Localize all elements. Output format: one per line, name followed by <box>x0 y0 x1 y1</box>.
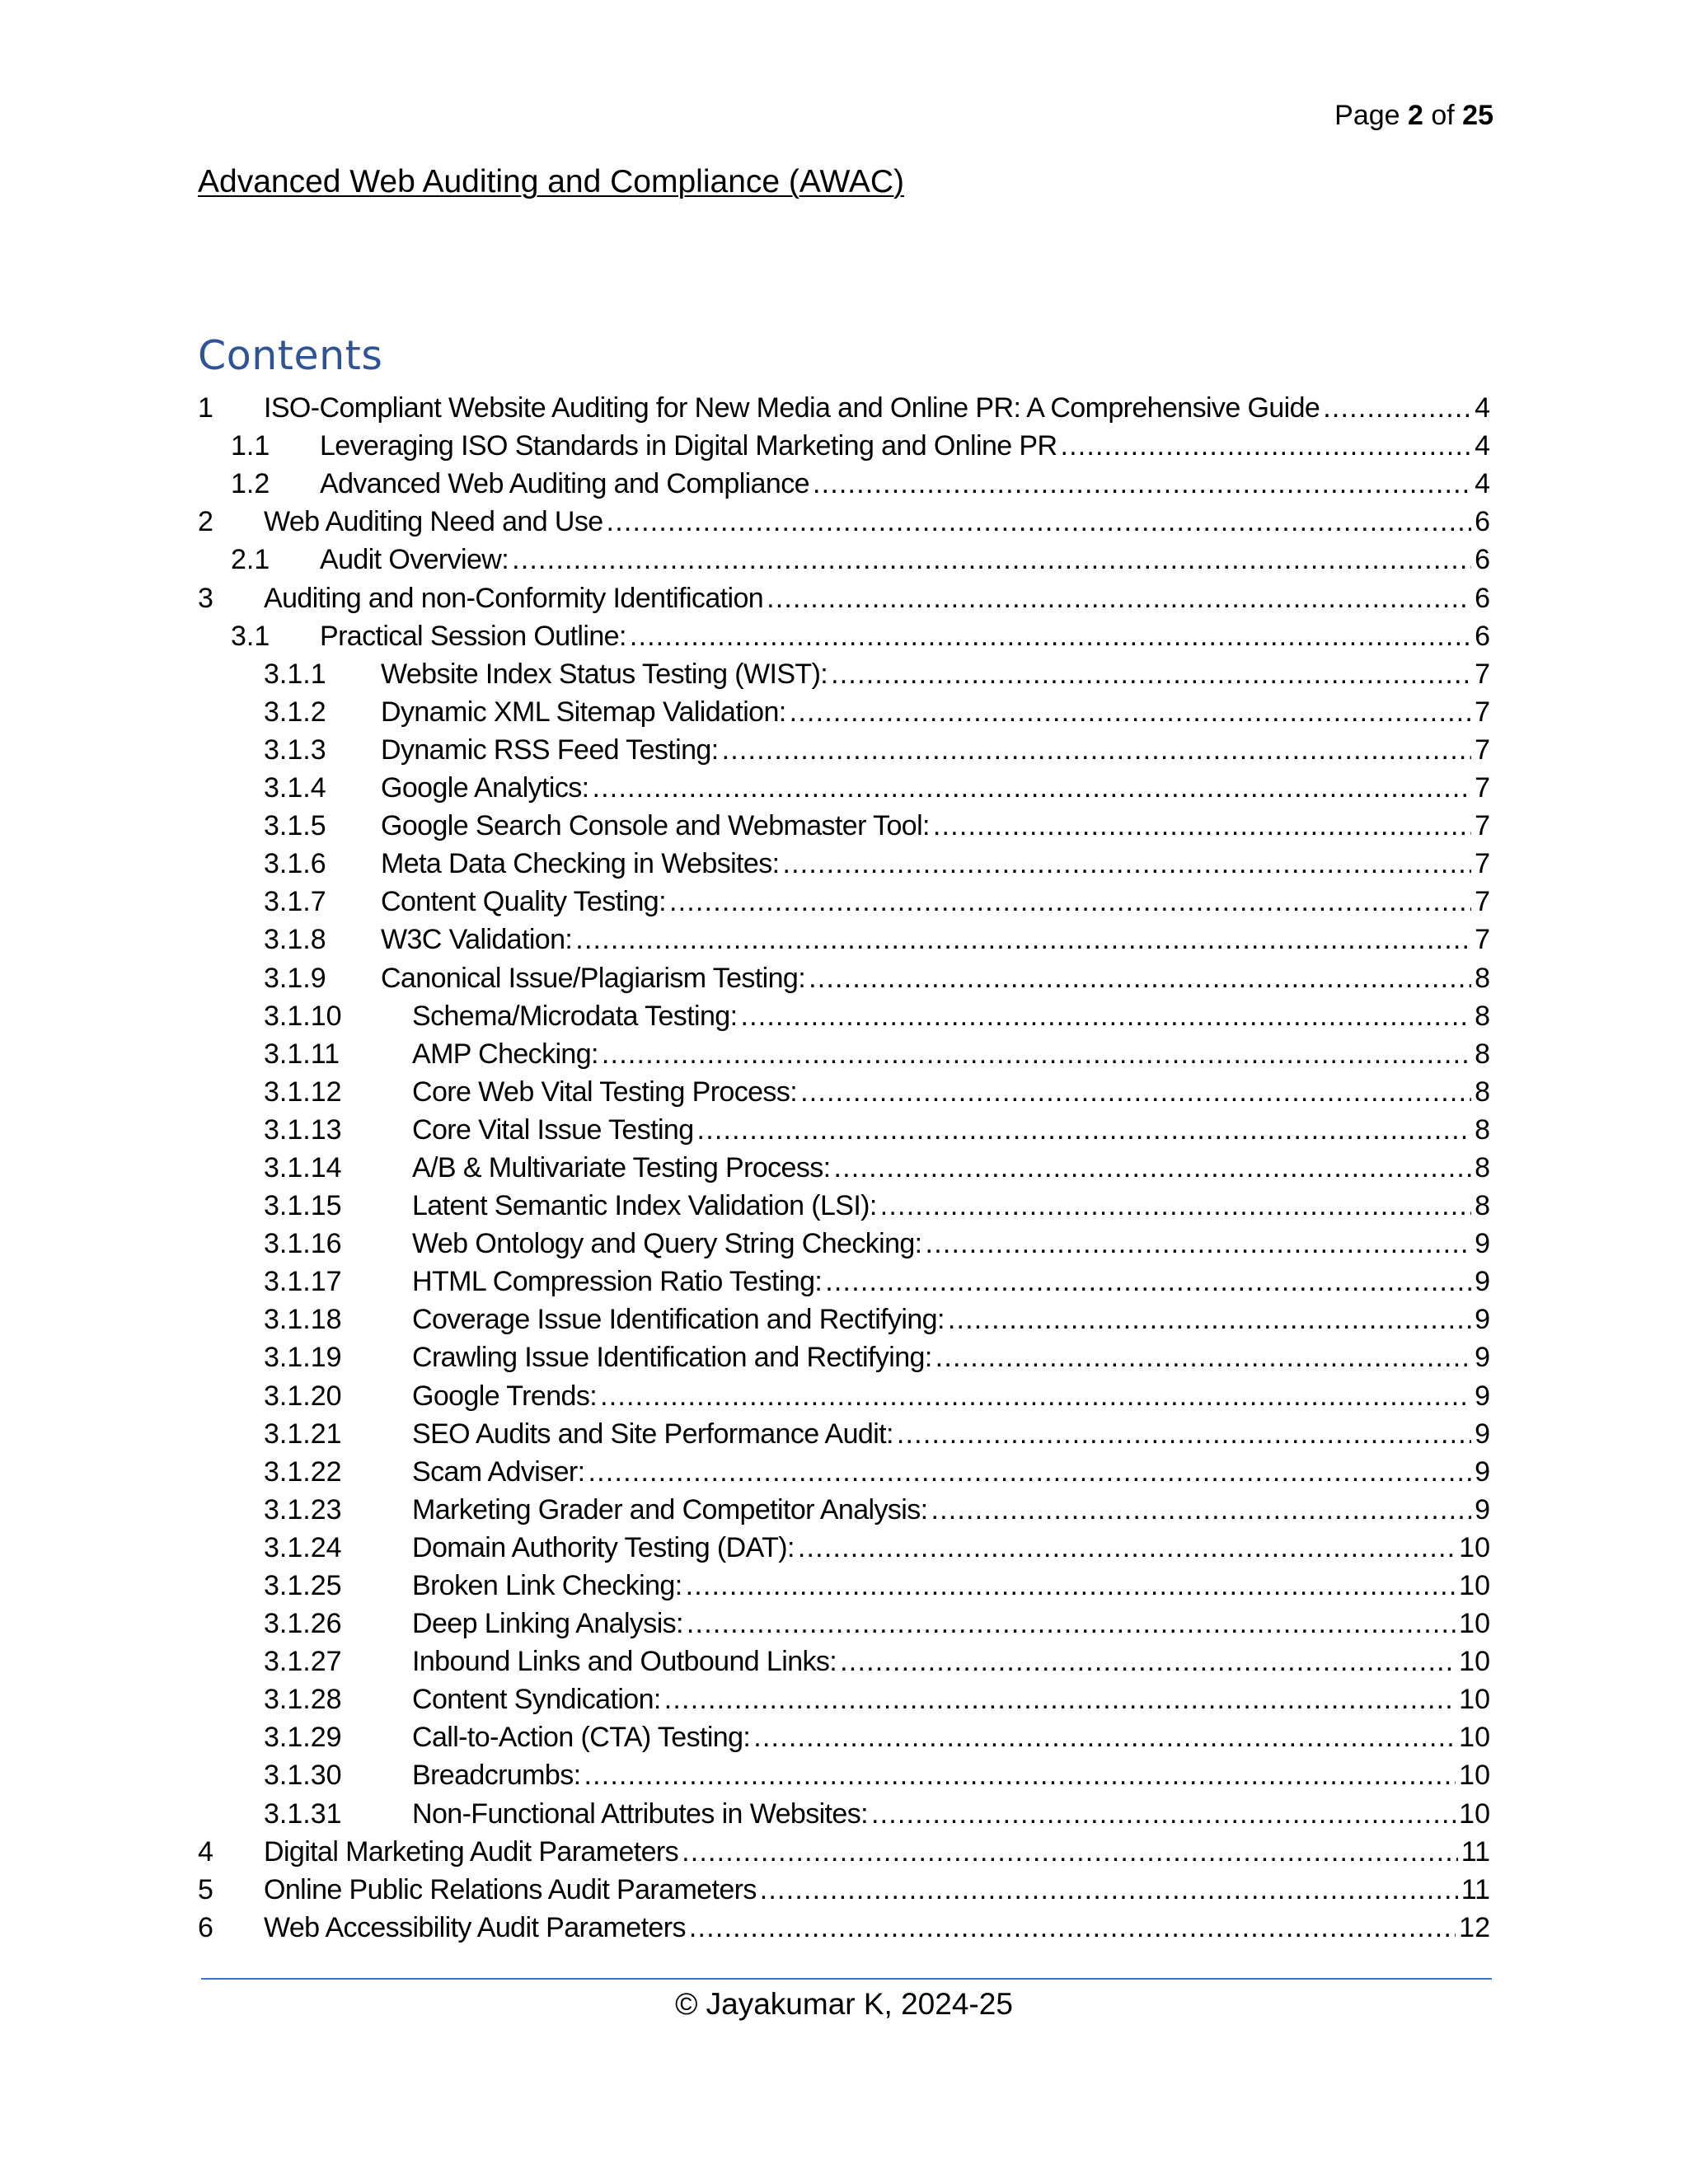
toc-entry-page: 4 <box>1475 468 1490 500</box>
toc-entry-number: 3.1.5 <box>264 810 326 842</box>
toc-entry-page: 6 <box>1475 582 1490 614</box>
toc-dot-leader <box>800 1075 1471 1109</box>
toc-entry-number: 3.1.8 <box>264 924 326 956</box>
toc-entry-number: 4 <box>198 1835 213 1868</box>
toc-entry[interactable] <box>198 616 1490 654</box>
toc-entry[interactable] <box>198 1717 1490 1755</box>
toc-entry-page: 6 <box>1475 506 1490 538</box>
toc-entry-title[interactable]: ISO-Compliant Website Auditing for New Media and Online PR: A Comprehensive Guide <box>264 392 1320 424</box>
toc-entry-number: 5 <box>198 1873 213 1905</box>
toc-entry-number: 3.1.28 <box>264 1684 342 1716</box>
toc-entry[interactable] <box>198 767 1490 805</box>
toc-entry-page: 8 <box>1475 1000 1490 1032</box>
toc-entry-page: 8 <box>1475 1038 1490 1070</box>
page-separator: of <box>1423 100 1463 131</box>
toc-entry[interactable] <box>198 1527 1490 1565</box>
toc-entry-title[interactable]: HTML Compression Ratio Testing: <box>412 1266 823 1298</box>
toc-entry[interactable] <box>198 1565 1490 1603</box>
toc-entry-page: 12 <box>1459 1911 1490 1943</box>
toc-entry-number: 3 <box>198 582 213 614</box>
toc-entry[interactable] <box>198 1337 1490 1375</box>
toc-entry[interactable] <box>198 919 1490 957</box>
toc-entry-title[interactable]: Google Analytics: <box>381 772 589 804</box>
toc-entry[interactable] <box>198 1413 1490 1451</box>
toc-entry-page: 7 <box>1475 733 1490 766</box>
page-current: 2 <box>1408 100 1423 131</box>
toc-entry[interactable] <box>198 1185 1490 1223</box>
contents-heading: Contents <box>198 332 383 379</box>
toc-entry-number: 6 <box>198 1911 213 1943</box>
toc-entry-page: 8 <box>1475 1151 1490 1183</box>
table-of-contents <box>198 387 1490 1945</box>
toc-entry-number: 2.1 <box>231 544 270 576</box>
toc-entry-title[interactable]: Inbound Links and Outbound Links: <box>412 1646 837 1678</box>
toc-entry-page: 7 <box>1475 658 1490 690</box>
toc-dot-leader <box>593 771 1472 805</box>
toc-entry-number: 3.1.19 <box>264 1342 342 1374</box>
toc-dot-leader <box>687 1606 1456 1641</box>
toc-entry-title[interactable]: Crawling Issue Identification and Rectifying: <box>412 1342 932 1374</box>
toc-entry-title[interactable]: Core Vital Issue Testing <box>412 1113 694 1146</box>
toc-entry-title[interactable]: Core Web Vital Testing Process: <box>412 1076 798 1108</box>
toc-entry-page: 4 <box>1475 392 1490 424</box>
toc-entry-title[interactable]: Web Ontology and Query String Checking: <box>412 1228 922 1260</box>
toc-entry-title[interactable]: Web Auditing Need and Use <box>264 506 603 538</box>
toc-entry[interactable] <box>198 1147 1490 1185</box>
toc-entry-title[interactable]: Google Trends: <box>412 1380 598 1412</box>
toc-entry-number: 3.1.15 <box>264 1190 342 1222</box>
toc-entry[interactable] <box>198 1109 1490 1147</box>
toc-entry-number: 3.1.18 <box>264 1304 342 1336</box>
toc-dot-leader <box>602 1037 1471 1071</box>
toc-entry[interactable] <box>198 1641 1490 1679</box>
toc-entry-title[interactable]: Coverage Issue Identification and Rectifying: <box>412 1304 945 1336</box>
toc-entry[interactable] <box>198 501 1490 539</box>
toc-dot-leader <box>722 733 1472 767</box>
toc-entry-number: 3.1.14 <box>264 1151 342 1183</box>
toc-entry-number: 3.1.10 <box>264 1000 342 1032</box>
toc-entry-page: 9 <box>1475 1228 1490 1260</box>
toc-dot-leader <box>840 1644 1456 1679</box>
toc-entry-number: 3.1 <box>231 620 270 652</box>
toc-entry-title[interactable]: Dynamic RSS Feed Testing: <box>381 733 719 766</box>
toc-dot-leader <box>682 1835 1458 1869</box>
toc-entry-number: 3.1.12 <box>264 1076 342 1108</box>
toc-dot-leader <box>790 695 1471 729</box>
toc-entry[interactable] <box>198 1907 1490 1945</box>
toc-dot-leader <box>1323 391 1471 425</box>
toc-entry-number: 3.1.30 <box>264 1760 342 1792</box>
toc-entry-number: 3.1.11 <box>264 1038 340 1070</box>
toc-dot-leader <box>575 922 1471 957</box>
page-prefix: Page <box>1334 100 1408 131</box>
toc-entry[interactable] <box>198 729 1490 767</box>
toc-entry[interactable] <box>198 577 1490 615</box>
toc-dot-leader <box>831 657 1471 691</box>
toc-entry-page: 8 <box>1475 962 1490 994</box>
toc-dot-leader <box>697 1113 1472 1147</box>
toc-entry-title[interactable]: Digital Marketing Audit Parameters <box>264 1835 679 1868</box>
toc-dot-leader <box>880 1188 1471 1223</box>
toc-entry-number: 3.1.22 <box>264 1455 342 1488</box>
toc-dot-leader <box>935 1340 1471 1375</box>
toc-entry-number: 3.1.4 <box>264 772 326 804</box>
toc-entry-title[interactable]: Call-to-Action (CTA) Testing: <box>412 1722 751 1754</box>
toc-entry-number: 2 <box>198 506 213 538</box>
toc-entry-page: 8 <box>1475 1190 1490 1222</box>
toc-entry-title[interactable]: Latent Semantic Index Validation (LSI): <box>412 1190 877 1222</box>
toc-entry-title[interactable]: W3C Validation: <box>381 924 573 956</box>
toc-dot-leader <box>948 1302 1471 1337</box>
toc-entry-title[interactable]: Audit Overview: <box>320 544 509 576</box>
toc-dot-leader <box>600 1379 1471 1413</box>
toc-entry-number: 3.1.1 <box>264 658 326 690</box>
toc-entry-page: 6 <box>1475 620 1490 652</box>
toc-entry-page: 7 <box>1475 696 1490 728</box>
page-number <box>1334 97 1493 134</box>
toc-dot-leader <box>607 504 1472 539</box>
toc-entry[interactable] <box>198 654 1490 691</box>
toc-entry-page: 4 <box>1475 430 1490 462</box>
toc-entry-title[interactable]: AMP Checking: <box>412 1038 598 1070</box>
toc-entry[interactable] <box>198 1451 1490 1489</box>
toc-entry[interactable] <box>198 843 1490 881</box>
toc-dot-leader <box>689 1910 1456 1945</box>
toc-entry-page: 10 <box>1459 1646 1490 1678</box>
toc-entry-title[interactable]: Domain Authority Testing (DAT): <box>412 1531 795 1563</box>
toc-dot-leader <box>825 1264 1471 1299</box>
toc-entry-number: 1.2 <box>231 468 270 500</box>
toc-dot-leader <box>782 846 1471 881</box>
toc-entry-title[interactable]: Online Public Relations Audit Parameters <box>264 1873 757 1905</box>
toc-entry[interactable] <box>198 1223 1490 1261</box>
toc-entry-title[interactable]: Marketing Grader and Competitor Analysis: <box>412 1493 928 1526</box>
toc-entry-number: 3.1.21 <box>264 1418 342 1450</box>
toc-entry-page: 6 <box>1475 544 1490 576</box>
toc-entry-number: 3.1.3 <box>264 733 326 766</box>
toc-entry[interactable] <box>198 463 1490 501</box>
toc-entry-page: 7 <box>1475 924 1490 956</box>
toc-entry-page: 9 <box>1475 1455 1490 1488</box>
toc-entry-title[interactable]: Web Accessibility Audit Parameters <box>264 1911 686 1943</box>
toc-entry-title[interactable]: Auditing and non-Conformity Identification <box>264 582 764 614</box>
toc-entry-page: 8 <box>1475 1076 1490 1108</box>
toc-entry[interactable] <box>198 1603 1490 1641</box>
toc-entry-page: 9 <box>1475 1304 1490 1336</box>
toc-entry-page: 7 <box>1475 848 1490 880</box>
toc-entry-page: 11 <box>1461 1835 1490 1868</box>
toc-dot-leader <box>871 1797 1456 1831</box>
toc-entry-title[interactable]: Meta Data Checking in Websites: <box>381 848 780 880</box>
toc-entry[interactable] <box>198 539 1490 577</box>
toc-entry-number: 3.1.25 <box>264 1570 342 1601</box>
toc-dot-leader <box>767 581 1471 616</box>
toc-dot-leader <box>926 1226 1472 1261</box>
toc-entry-page: 9 <box>1475 1493 1490 1526</box>
toc-entry-title[interactable]: Deep Linking Analysis: <box>412 1608 683 1640</box>
toc-entry-title[interactable]: SEO Audits and Site Performance Audit: <box>412 1418 893 1450</box>
toc-entry-title[interactable]: A/B & Multivariate Testing Process: <box>412 1151 831 1183</box>
toc-dot-leader <box>933 808 1471 843</box>
toc-entry-title[interactable]: Content Quality Testing: <box>381 886 666 918</box>
toc-entry-number: 3.1.6 <box>264 848 326 880</box>
toc-entry-number: 3.1.13 <box>264 1113 342 1146</box>
toc-entry[interactable] <box>198 1261 1490 1299</box>
toc-entry[interactable] <box>198 1869 1490 1907</box>
toc-entry-page: 9 <box>1475 1418 1490 1450</box>
toc-entry-number: 3.1.2 <box>264 696 326 728</box>
toc-entry[interactable] <box>198 1033 1490 1071</box>
toc-entry-number: 3.1.24 <box>264 1531 342 1563</box>
toc-entry-number: 1.1 <box>231 430 270 462</box>
toc-dot-leader <box>630 619 1471 654</box>
toc-dot-leader <box>760 1872 1458 1907</box>
toc-entry[interactable] <box>198 387 1490 425</box>
toc-entry-title[interactable]: Practical Session Outline: <box>320 620 626 652</box>
toc-entry[interactable] <box>198 805 1490 843</box>
toc-entry-page: 9 <box>1475 1266 1490 1298</box>
toc-entry[interactable] <box>198 1755 1490 1793</box>
toc-dot-leader <box>584 1758 1456 1793</box>
toc-entry[interactable] <box>198 1793 1490 1830</box>
toc-entry[interactable] <box>198 957 1490 995</box>
toc-dot-leader <box>1060 429 1471 463</box>
toc-entry-number: 3.1.17 <box>264 1266 342 1298</box>
toc-entry-page: 9 <box>1475 1380 1490 1412</box>
toc-entry-page: 7 <box>1475 810 1490 842</box>
toc-entry[interactable] <box>198 1071 1490 1109</box>
toc-dot-leader <box>931 1493 1471 1527</box>
toc-entry-page: 9 <box>1475 1342 1490 1374</box>
toc-entry[interactable] <box>198 1679 1490 1717</box>
toc-entry-title[interactable]: Google Search Console and Webmaster Tool: <box>381 810 930 842</box>
toc-entry-title[interactable]: Leveraging ISO Standards in Digital Marketing and Online PR <box>320 430 1057 462</box>
toc-dot-leader <box>753 1720 1456 1755</box>
toc-entry-number: 3.1.7 <box>264 886 326 918</box>
toc-entry[interactable] <box>198 1831 1490 1869</box>
toc-entry-page: 7 <box>1475 886 1490 918</box>
toc-entry[interactable] <box>198 996 1490 1033</box>
toc-entry-title[interactable]: Content Syndication: <box>412 1684 661 1716</box>
toc-dot-leader <box>833 1151 1471 1185</box>
toc-dot-leader <box>809 961 1471 996</box>
toc-entry-page: 7 <box>1475 772 1490 804</box>
toc-entry-title[interactable]: Breadcrumbs: <box>412 1760 581 1792</box>
toc-entry-number: 3.1.9 <box>264 962 326 994</box>
toc-dot-leader <box>740 999 1471 1033</box>
toc-entry-number: 3.1.29 <box>264 1722 342 1754</box>
page-total: 25 <box>1462 100 1493 131</box>
toc-entry-title[interactable]: Schema/Microdata Testing: <box>412 1000 738 1032</box>
footer-divider <box>201 1978 1492 1980</box>
toc-entry-page: 10 <box>1459 1797 1490 1830</box>
toc-entry-title[interactable]: Canonical Issue/Plagiarism Testing: <box>381 962 806 994</box>
toc-dot-leader <box>813 466 1471 501</box>
toc-entry[interactable] <box>198 425 1490 463</box>
toc-entry-title[interactable]: Dynamic XML Sitemap Validation: <box>381 696 786 728</box>
toc-entry-title[interactable]: Scam Adviser: <box>412 1455 585 1488</box>
toc-entry-number: 3.1.27 <box>264 1646 342 1678</box>
toc-entry[interactable] <box>198 881 1490 919</box>
toc-dot-leader <box>669 884 1471 919</box>
toc-entry-page: 8 <box>1475 1113 1490 1146</box>
toc-dot-leader <box>686 1568 1456 1603</box>
toc-entry-title[interactable]: Website Index Status Testing (WIST): <box>381 658 828 690</box>
document-title: Advanced Web Auditing and Compliance (AWAC) <box>198 164 904 199</box>
toc-entry-page: 10 <box>1459 1760 1490 1792</box>
toc-entry-title[interactable]: Advanced Web Auditing and Compliance <box>320 468 809 500</box>
toc-entry-page: 10 <box>1459 1531 1490 1563</box>
toc-dot-leader <box>897 1417 1471 1451</box>
toc-dot-leader <box>588 1455 1472 1489</box>
toc-dot-leader <box>512 542 1471 577</box>
toc-entry-number: 1 <box>198 392 213 424</box>
toc-entry-page: 11 <box>1461 1873 1490 1905</box>
toc-entry[interactable] <box>198 691 1490 729</box>
toc-entry-page: 10 <box>1459 1570 1490 1601</box>
toc-dot-leader <box>664 1682 1456 1717</box>
toc-entry-title[interactable]: Broken Link Checking: <box>412 1570 682 1601</box>
toc-entry-number: 3.1.31 <box>264 1797 342 1830</box>
footer-copyright: © Jayakumar K, 2024-25 <box>675 1987 1013 2021</box>
toc-entry-number: 3.1.20 <box>264 1380 342 1412</box>
toc-entry-title[interactable]: Non-Functional Attributes in Websites: <box>412 1797 868 1830</box>
toc-entry[interactable] <box>198 1299 1490 1337</box>
toc-entry[interactable] <box>198 1375 1490 1413</box>
toc-dot-leader <box>798 1530 1456 1565</box>
toc-entry[interactable] <box>198 1489 1490 1527</box>
toc-entry-page: 10 <box>1459 1722 1490 1754</box>
toc-entry-page: 10 <box>1459 1608 1490 1640</box>
toc-entry-page: 10 <box>1459 1684 1490 1716</box>
toc-entry-number: 3.1.26 <box>264 1608 342 1640</box>
toc-entry-number: 3.1.23 <box>264 1493 342 1526</box>
toc-entry-number: 3.1.16 <box>264 1228 342 1260</box>
